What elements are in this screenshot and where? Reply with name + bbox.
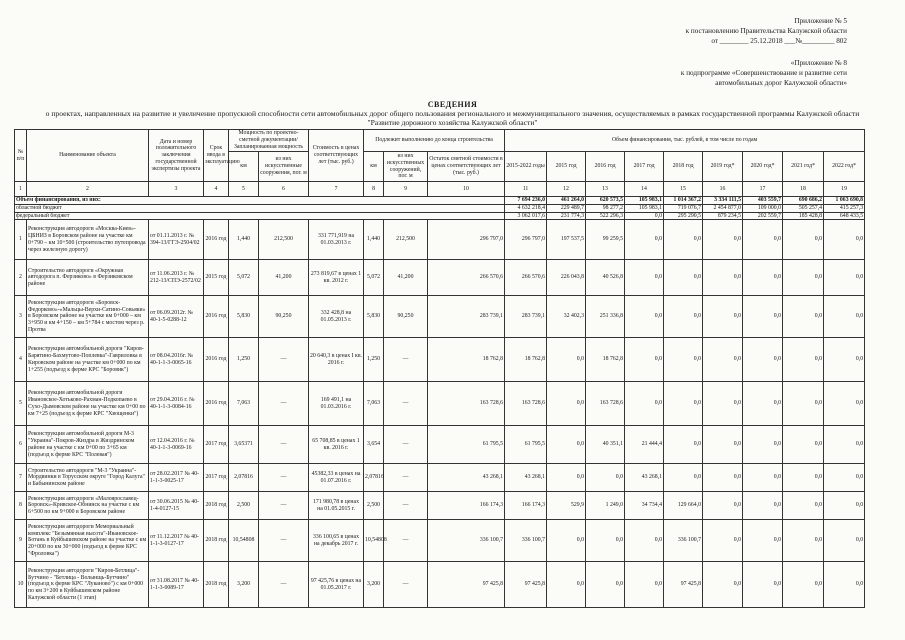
financing-cell: 529,9: [547, 492, 586, 520]
column-number: 6: [259, 182, 309, 197]
financing-cell: 0,0: [547, 520, 586, 562]
column-number: 16: [703, 182, 743, 197]
header-num: № п/п: [15, 130, 27, 182]
column-number: 2: [27, 182, 149, 197]
column-number: 19: [824, 182, 865, 197]
done-km-cell: 10,54808: [364, 520, 384, 562]
total-value: 185 428,8: [783, 212, 824, 220]
done-km-cell: 1,250: [364, 338, 384, 382]
header-2015: 2015 год: [547, 152, 586, 182]
term-cell: 2017 год: [204, 464, 229, 492]
financing-cell: 0,0: [703, 260, 743, 296]
header-2021: 2021 год*: [783, 152, 824, 182]
done-art-cell: —: [384, 562, 428, 608]
financing-cell: 0,0: [743, 382, 783, 426]
financing-cell: 0,0: [664, 296, 703, 338]
remain-cell: 336 100,7: [428, 520, 505, 562]
table-row: [15, 382, 865, 426]
financing-cell: 0,0: [703, 520, 743, 562]
object-name: Реконструкция автодороги «Малоярославец-Боровск»-Кривское-Обнинск на участке с км 6+500 по км 9+000 в Боровском районе: [27, 492, 149, 520]
financing-cell: 0,0: [783, 464, 824, 492]
expertise-cell: от 28.02.2017 № 40-1-1-3-0025-17: [149, 464, 204, 492]
km-cell: 10,54808: [229, 520, 259, 562]
financing-cell: 0,0: [783, 426, 824, 464]
term-cell: 2015 год: [204, 260, 229, 296]
appendix-line3: от ________ 25.12.2018 ___№_________ 802: [711, 37, 847, 45]
financing-cell: 18 762,8: [505, 338, 547, 382]
financing-cell: 0,0: [625, 382, 664, 426]
header-km: км: [229, 152, 259, 182]
financing-cell: 0,0: [743, 220, 783, 260]
financing-cell: 0,0: [664, 464, 703, 492]
art-cell: 41,200: [259, 260, 309, 296]
total-value: 719 076,7: [664, 204, 703, 212]
column-number: 13: [586, 182, 625, 197]
header-done-km: км: [364, 152, 384, 182]
total-value: 3 334 111,5: [703, 197, 743, 205]
done-km-cell: 1,440: [364, 220, 384, 260]
financing-cell: 0,0: [743, 562, 783, 608]
column-number: 12: [547, 182, 586, 197]
total-value: 648 433,5: [824, 212, 865, 220]
financing-cell: 0,0: [824, 220, 865, 260]
art-cell: —: [259, 338, 309, 382]
column-number: 4: [204, 182, 229, 197]
header-cost: Стоимость в ценах соответствующих лет (тыс. руб.): [309, 130, 364, 182]
total-label: Объем финансирования, из них:: [15, 197, 505, 205]
done-art-cell: 90,250: [384, 296, 428, 338]
financing-cell: 283 739,1: [505, 296, 547, 338]
header-2016: 2016 год: [586, 152, 625, 182]
total-value: 4 632 218,4: [505, 204, 547, 212]
financing-cell: 0,0: [625, 562, 664, 608]
remain-cell: 283 739,1: [428, 296, 505, 338]
financing-cell: 0,0: [625, 296, 664, 338]
total-value: 522 296,3: [586, 212, 625, 220]
financing-cell: 0,0: [703, 426, 743, 464]
expertise-cell: от 29.04.2016 г. № 40-1-1-3-0084-16: [149, 382, 204, 426]
column-number: 5: [229, 182, 259, 197]
row-number: 9: [15, 520, 27, 562]
financing-cell: 0,0: [824, 464, 865, 492]
financing-cell: 18 762,8: [586, 338, 625, 382]
financing-cell: 0,0: [547, 382, 586, 426]
term-cell: 2018 год: [204, 520, 229, 562]
column-number: 1: [15, 182, 27, 197]
financing-cell: 0,0: [783, 296, 824, 338]
financing-cell: 0,0: [783, 562, 824, 608]
total-value: 231 774,3: [547, 212, 586, 220]
done-art-cell: —: [384, 492, 428, 520]
appendix-subheader: [681, 58, 847, 88]
term-cell: 2016 год: [204, 338, 229, 382]
financing-cell: 0,0: [743, 520, 783, 562]
financing-cell: 336 100,7: [664, 520, 703, 562]
km-cell: 2,07816: [229, 464, 259, 492]
object-name: Реконструкция автомобильной дороги "Киров-Барятино-Бахмутово-Поплевка"-Гавриловка в Кировском районе на участке км 0+000 по км 1+255 (подъезд к ферме КРС "Боровик"): [27, 338, 149, 382]
done-km-cell: 5,830: [364, 296, 384, 338]
column-number: 10: [428, 182, 505, 197]
financing-cell: 0,0: [547, 562, 586, 608]
total-value: 620 573,5: [586, 197, 625, 205]
remain-cell: 18 762,8: [428, 338, 505, 382]
total-value: 295 290,5: [664, 212, 703, 220]
financing-cell: 0,0: [547, 464, 586, 492]
financing-cell: 0,0: [743, 492, 783, 520]
financing-cell: 296 797,0: [505, 220, 547, 260]
financing-cell: 0,0: [664, 260, 703, 296]
cost-cell: 20 640,3 в ценах I кв. 2016 г.: [309, 338, 364, 382]
header-2018: 2018 год: [664, 152, 703, 182]
total-row: [15, 204, 865, 212]
total-value: 690 686,2: [783, 197, 824, 205]
remain-cell: 166 174,3: [428, 492, 505, 520]
total-value: 105 983,1: [625, 197, 664, 205]
total-value: 505 257,4: [783, 204, 824, 212]
financing-cell: 0,0: [824, 562, 865, 608]
financing-cell: 0,0: [625, 338, 664, 382]
column-number: 17: [743, 182, 783, 197]
done-art-cell: 41,200: [384, 260, 428, 296]
done-art-cell: —: [384, 464, 428, 492]
header-expertise: Дата и номер положительного заключения государственной экспертизы проекта: [149, 130, 204, 182]
art-cell: —: [259, 382, 309, 426]
appendix-line4: «Приложение № 8: [790, 59, 847, 67]
km-cell: 5,830: [229, 296, 259, 338]
projects-table: [14, 129, 865, 608]
financing-cell: 0,0: [625, 220, 664, 260]
done-km-cell: 3,654: [364, 426, 384, 464]
column-number: 9: [384, 182, 428, 197]
cost-cell: 171 980,78 в ценах на 01.05.2015 г.: [309, 492, 364, 520]
column-number: 14: [625, 182, 664, 197]
expertise-cell: от 12.04.2016 г. № 40-1-1-3-0069-16: [149, 426, 204, 464]
financing-cell: 97 425,8: [664, 562, 703, 608]
done-art-cell: —: [384, 520, 428, 562]
km-cell: 3,200: [229, 562, 259, 608]
table-row: [15, 260, 865, 296]
total-label: федеральный бюджет: [15, 212, 505, 220]
row-number: 6: [15, 426, 27, 464]
term-cell: 2016 год: [204, 220, 229, 260]
appendix-header: [686, 16, 847, 46]
column-number: 11: [505, 182, 547, 197]
title-main: СВЕДЕНИЯ: [427, 100, 478, 109]
financing-cell: 0,0: [703, 464, 743, 492]
object-name: Реконструкция автодороги "Киров-Бетлица"-Бутчино - "Бетлица - Волынщь-Бутчино" (подъезд к ферме КРС "Луканово") с км 0+000 по км 3+200 в Куйбышевском районе Калужской области (1 этап): [27, 562, 149, 608]
art-cell: —: [259, 426, 309, 464]
financing-cell: 0,0: [664, 220, 703, 260]
total-value: 415 257,3: [824, 204, 865, 212]
table-row: [15, 220, 865, 260]
object-name: Реконструкция автодороги «Боровск-Федорково»-«Мальцы-Верхи-Сатино-Совьяки» в Боровском районе на участке км 0+000 – км 3+950 и км 4+150 – км 5+784 с мостом через р. Протва: [27, 296, 149, 338]
title-line3: "Развитие дорожного хозяйства Калужской области": [367, 118, 538, 127]
financing-cell: 0,0: [743, 338, 783, 382]
km-cell: 2,500: [229, 492, 259, 520]
done-km-cell: 7,063: [364, 382, 384, 426]
financing-cell: 0,0: [547, 426, 586, 464]
financing-cell: 0,0: [783, 338, 824, 382]
total-value: 1 063 690,8: [824, 197, 865, 205]
financing-cell: 0,0: [586, 520, 625, 562]
header-art: из них искусственные сооружения, пог. м: [259, 152, 309, 182]
appendix-line5: к подпрограмме «Совершенствование и развитие сети: [680, 69, 847, 77]
financing-cell: 0,0: [703, 338, 743, 382]
row-number: 5: [15, 382, 27, 426]
object-name: Реконструкция автомобильной дороги Ивановское-Хотьково-Рахман-Подкопаево в Сухо-Дымовском районе на участке км 0+00 по км 7+25 (подъезд к ферме КРС "Хвощенки"): [27, 382, 149, 426]
column-number: 18: [783, 182, 824, 197]
done-art-cell: —: [384, 426, 428, 464]
total-row: [15, 212, 865, 220]
financing-cell: 21 444,4: [625, 426, 664, 464]
total-value: 105 983,1: [625, 204, 664, 212]
object-name: Строительство автодороги «Окружная автодорога п. Ферзиково» в Ферзиковском районе: [27, 260, 149, 296]
financing-cell: 129 664,0: [664, 492, 703, 520]
total-value: 7 694 236,0: [505, 197, 547, 205]
done-km-cell: 5,072: [364, 260, 384, 296]
financing-cell: 0,0: [783, 382, 824, 426]
row-number: 10: [15, 562, 27, 608]
header-financing: Объем финансирования, тыс. рублей, в том числе по годам: [505, 130, 865, 152]
remain-cell: 61 795,5: [428, 426, 505, 464]
km-cell: 1,250: [229, 338, 259, 382]
remain-cell: 43 268,1: [428, 464, 505, 492]
header-done: Подлежит выполнению до конца строительства: [364, 130, 505, 152]
art-cell: —: [259, 464, 309, 492]
financing-cell: 0,0: [783, 220, 824, 260]
financing-cell: 0,0: [783, 520, 824, 562]
financing-cell: 0,0: [703, 562, 743, 608]
financing-cell: 0,0: [743, 426, 783, 464]
financing-cell: 0,0: [703, 382, 743, 426]
financing-cell: 0,0: [586, 562, 625, 608]
total-value: 461 264,0: [547, 197, 586, 205]
expertise-cell: от 31.08.2017 № 40-1-1-3-0089-17: [149, 562, 204, 608]
financing-cell: 0,0: [586, 464, 625, 492]
financing-cell: 0,0: [783, 492, 824, 520]
header-2022: 2022 год*: [824, 152, 865, 182]
document-title: [0, 100, 905, 127]
done-art-cell: —: [384, 338, 428, 382]
term-cell: 2018 год: [204, 492, 229, 520]
financing-cell: 0,0: [824, 338, 865, 382]
done-art-cell: —: [384, 382, 428, 426]
financing-cell: 61 795,5: [505, 426, 547, 464]
remain-cell: 97 425,8: [428, 562, 505, 608]
financing-cell: 163 728,6: [505, 382, 547, 426]
financing-cell: 0,0: [664, 426, 703, 464]
financing-cell: 0,0: [824, 492, 865, 520]
financing-cell: 32 402,3: [547, 296, 586, 338]
art-cell: 90,250: [259, 296, 309, 338]
financing-cell: 0,0: [824, 382, 865, 426]
total-value: 98 277,2: [586, 204, 625, 212]
art-cell: 212,500: [259, 220, 309, 260]
term-cell: 2016 год: [204, 296, 229, 338]
cost-cell: 45382,33 в ценах на 01.07.2016 г.: [309, 464, 364, 492]
total-value: 229 489,7: [547, 204, 586, 212]
financing-cell: 0,0: [664, 382, 703, 426]
total-value: 1 014 367,2: [664, 197, 703, 205]
total-value: 202 559,7: [743, 212, 783, 220]
header-power: Мощность по проектно-сметной документации/ Запланированная мощность: [229, 130, 309, 152]
object-name: Реконструкция автодороги Мемориальный комплекс "Безымянная высота"-Ивановское-Ботань в Куйбышевском районе на участке с км 20+000 по км 30+000 (подъезд к ферме КРС "Фроловка"): [27, 520, 149, 562]
financing-cell: 336 100,7: [505, 520, 547, 562]
done-km-cell: 2,500: [364, 492, 384, 520]
financing-cell: 0,0: [625, 520, 664, 562]
financing-cell: 0,0: [664, 338, 703, 382]
financing-cell: 34 734,4: [625, 492, 664, 520]
appendix-line6: автомобильных дорог Калужской области»: [715, 79, 847, 87]
row-number: 1: [15, 220, 27, 260]
financing-cell: 0,0: [824, 296, 865, 338]
total-value: 403 559,7: [743, 197, 783, 205]
financing-cell: 266 570,6: [505, 260, 547, 296]
term-cell: 2017 год: [204, 426, 229, 464]
remain-cell: 163 728,6: [428, 382, 505, 426]
total-value: 2 454 877,0: [703, 204, 743, 212]
financing-cell: 0,0: [743, 296, 783, 338]
art-cell: —: [259, 520, 309, 562]
row-number: 2: [15, 260, 27, 296]
expertise-cell: от 11.12.2017 № 40-1-1-3-0127-17: [149, 520, 204, 562]
financing-cell: 43 268,1: [625, 464, 664, 492]
financing-cell: 0,0: [783, 260, 824, 296]
table-row: [15, 562, 865, 608]
column-number: 7: [309, 182, 364, 197]
financing-cell: 163 728,6: [586, 382, 625, 426]
total-row: [15, 197, 865, 205]
financing-cell: 0,0: [703, 220, 743, 260]
remain-cell: 296 797,0: [428, 220, 505, 260]
km-cell: 7,063: [229, 382, 259, 426]
financing-cell: 0,0: [743, 464, 783, 492]
table-row: [15, 520, 865, 562]
financing-cell: 40 526,8: [586, 260, 625, 296]
cost-cell: 169 491,1 на 01.03.2016 г.: [309, 382, 364, 426]
financing-cell: 0,0: [824, 260, 865, 296]
financing-cell: 166 174,3: [505, 492, 547, 520]
cost-cell: 65 708,85 в ценах 1 кв. 2016 г.: [309, 426, 364, 464]
table-row: [15, 464, 865, 492]
financing-cell: 226 043,8: [547, 260, 586, 296]
row-number: 8: [15, 492, 27, 520]
total-value: 3 062 017,6: [505, 212, 547, 220]
header-remain: Остаток сметной стоимости в ценах соответствующих лет (тыс. руб.): [428, 152, 505, 182]
header-name: Наименование объекта: [27, 130, 149, 182]
financing-cell: 0,0: [824, 426, 865, 464]
financing-cell: 99 259,5: [586, 220, 625, 260]
object-name: Строительство автодороги "М-3 "Украина"-Мордвинки в Торусском округе "Город Калуга" и Бабынинском районе: [27, 464, 149, 492]
total-value: 109 000,0: [743, 204, 783, 212]
financing-cell: 251 336,8: [586, 296, 625, 338]
header-term: Срок ввода в эксплуатацию: [204, 130, 229, 182]
object-name: Реконструкция автомобильной дороги М-3 "Украина"-Покров-Жиздра в Жиздринском районе на участке с км 0+00 по 3+65 км (подъезд к ферме КРС "Полевая"): [27, 426, 149, 464]
row-number: 3: [15, 296, 27, 338]
financing-cell: 0,0: [547, 338, 586, 382]
column-number: 3: [149, 182, 204, 197]
expertise-cell: от 30.06.2015 № 40-1-4-0127-15: [149, 492, 204, 520]
expertise-cell: от 08.04.2016г. № 40-1-1-3-0065-16: [149, 338, 204, 382]
object-name: Реконструкция автодороги «Москва-Киев»-ЦБНИЗ в Боровском районе на участке км 0+790 – км 10+500 (строительство путепровода через железную дорогу): [27, 220, 149, 260]
done-km-cell: 2,07816: [364, 464, 384, 492]
column-number: 8: [364, 182, 384, 197]
total-value: 879 234,5: [703, 212, 743, 220]
row-number: 4: [15, 338, 27, 382]
km-cell: 5,072: [229, 260, 259, 296]
table-row: [15, 296, 865, 338]
term-cell: 2016 год: [204, 382, 229, 426]
cost-cell: 332 428,8 на 01.05.2013 г.: [309, 296, 364, 338]
done-km-cell: 3,200: [364, 562, 384, 608]
header-2017: 2017 год: [625, 152, 664, 182]
art-cell: —: [259, 562, 309, 608]
cost-cell: 331 771,919 на 01.03.2013 г.: [309, 220, 364, 260]
cost-cell: 336 100,65 в ценах на декабрь 2017 г.: [309, 520, 364, 562]
term-cell: 2018 год: [204, 562, 229, 608]
financing-cell: 43 268,1: [505, 464, 547, 492]
appendix-line1: Приложение № 5: [794, 17, 847, 25]
expertise-cell: от 11.06.2013 г. № 212-13/СПЭ-2572/02: [149, 260, 204, 296]
financing-cell: 0,0: [703, 492, 743, 520]
cost-cell: 273 819,67 в ценах 1 кв. 2012 г.: [309, 260, 364, 296]
remain-cell: 266 570,6: [428, 260, 505, 296]
title-line2: о проектах, направленных на развитие и увеличение пропускной способности сети автомобильных дорог общего пользования регионального и межмуниципального значения, осуществляемых в рамках государственной программы Калужской области: [45, 109, 860, 118]
financing-cell: 1 249,0: [586, 492, 625, 520]
financing-cell: 197 537,5: [547, 220, 586, 260]
financing-cell: 40 351,1: [586, 426, 625, 464]
expertise-cell: от 06.09.2012г. № 40-1-5-0288-12: [149, 296, 204, 338]
expertise-cell: от 01.11.2013 г. № 394-13/ГГЭ-2504/02: [149, 220, 204, 260]
total-value: 0,0: [625, 212, 664, 220]
appendix-line2: к постановлению Правительства Калужской области: [685, 27, 847, 35]
row-number: 7: [15, 464, 27, 492]
column-number: 15: [664, 182, 703, 197]
total-label: областной бюджет: [15, 204, 505, 212]
table-row: [15, 426, 865, 464]
financing-cell: 97 425,8: [505, 562, 547, 608]
financing-cell: 0,0: [824, 520, 865, 562]
art-cell: —: [259, 492, 309, 520]
done-art-cell: 212,500: [384, 220, 428, 260]
table-row: [15, 492, 865, 520]
km-cell: 3,65371: [229, 426, 259, 464]
header-2020: 2020 год*: [743, 152, 783, 182]
header-2019: 2019 год*: [703, 152, 743, 182]
financing-cell: 0,0: [703, 296, 743, 338]
header-done-art: из них искусственных сооружений, пог. м: [384, 152, 428, 182]
cost-cell: 97 425,76 в ценах на 01.05.2017 г.: [309, 562, 364, 608]
table-row: [15, 338, 865, 382]
km-cell: 1,440: [229, 220, 259, 260]
financing-cell: 0,0: [625, 260, 664, 296]
financing-cell: 0,0: [743, 260, 783, 296]
header-2015-2022: 2015-2022 годы: [505, 152, 547, 182]
